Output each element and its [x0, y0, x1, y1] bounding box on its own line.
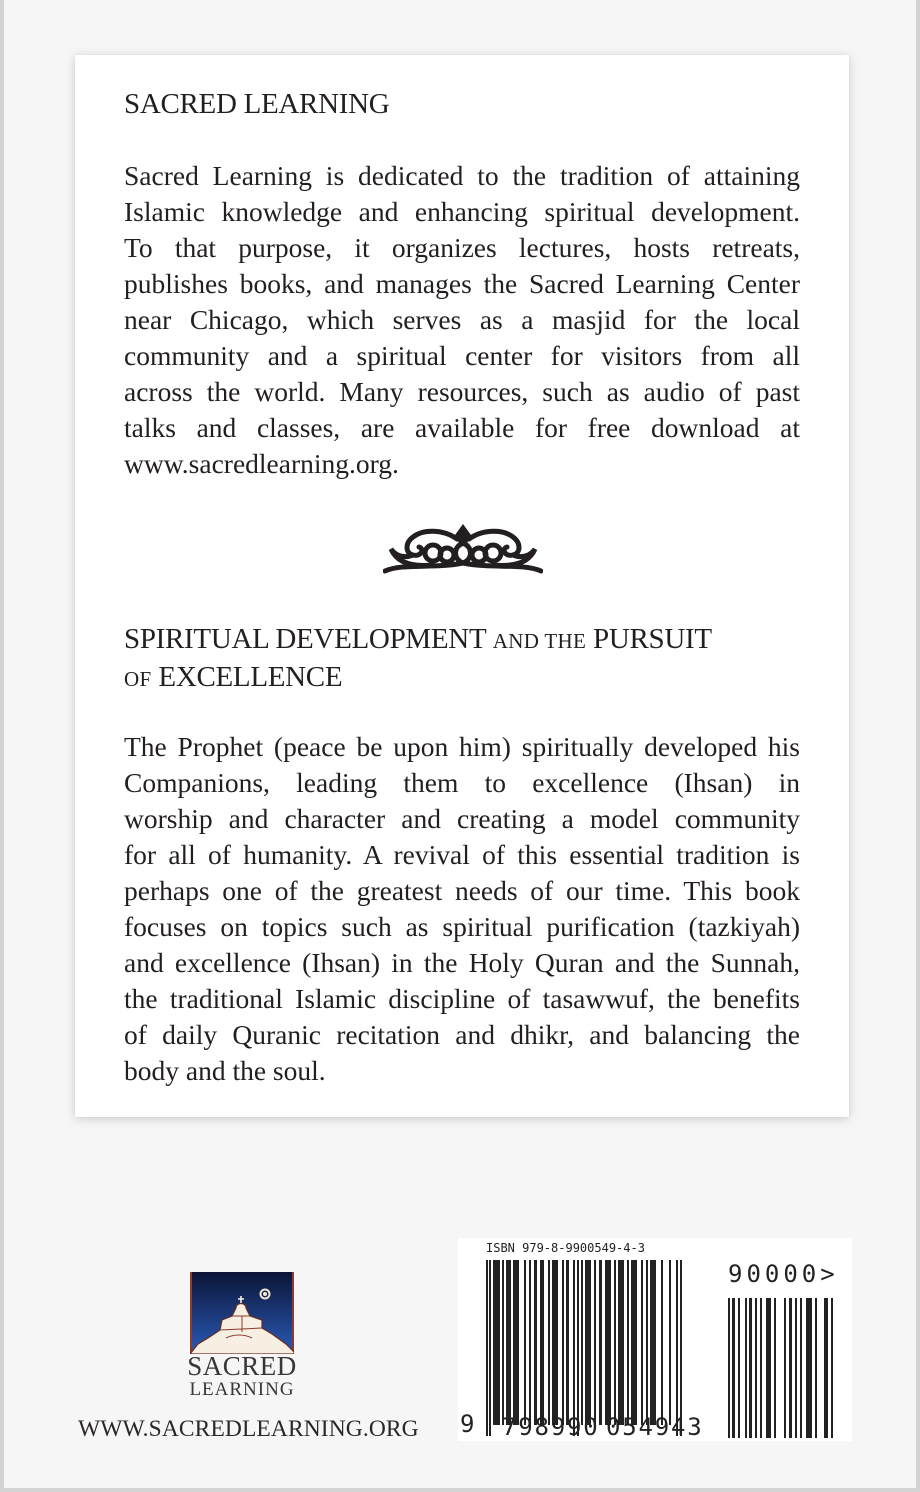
isbn-label: ISBN 979-8-9900549-4-3: [486, 1241, 645, 1255]
about-line: community and a spiritual center for visitors from all: [124, 340, 800, 371]
about-line: Sacred Learning is dedicated to the tradition of attaining: [124, 160, 800, 191]
website-url: WWW.SACREDLEARNING.ORG: [78, 1416, 419, 1442]
description-line: The Prophet (peace be upon him) spiritually developed his: [124, 731, 800, 762]
isbn-barcode: [458, 1238, 852, 1441]
description-line: body and the soul.: [124, 1055, 326, 1086]
description-line: perhaps one of the greatest needs of our time. This book: [124, 875, 800, 906]
about-title: SACRED LEARNING: [124, 88, 390, 120]
about-paragraph: [124, 158, 800, 482]
about-line: To that purpose, it organizes lectures, hosts retreats,: [124, 232, 800, 263]
about-line: across the world. Many resources, such as audio of past: [124, 376, 800, 407]
book-title-part: PURSUIT: [593, 623, 712, 655]
barcode-digits-left: 798990: [502, 1413, 600, 1441]
about-line: talks and classes, are available for free download at: [124, 412, 800, 443]
arabesque-ornament-icon: [383, 523, 543, 575]
sacred-learning-logo: [184, 1270, 300, 1402]
description-line: focuses on topics such as spiritual purification (tazkiyah): [124, 911, 800, 942]
description-line: for all of humanity. A revival of this essential tradition is: [124, 839, 800, 870]
mosque-on-hill-logo-icon: [190, 1272, 294, 1354]
about-line: www.sacredlearning.org.: [124, 448, 399, 479]
logo-wordmark-sacred: SACRED: [187, 1351, 297, 1381]
description-line: Companions, leading them to excellence (Ihsan) in: [124, 767, 800, 798]
description-line: of daily Quranic recitation and dhikr, and balancing the: [124, 1019, 800, 1050]
barcode-lead-digit: 9: [460, 1410, 475, 1438]
description-line: worship and character and creating a model community: [124, 803, 800, 834]
book-description: [124, 729, 800, 1089]
about-line: publishes books, and manages the Sacred Learning Center: [124, 268, 800, 299]
back-cover-text-panel: [75, 55, 849, 1117]
barcode-digits-right: 054943: [606, 1413, 704, 1441]
price-addon-label: 90000>: [728, 1260, 839, 1288]
about-line: near Chicago, which serves as a masjid for the local: [124, 304, 800, 335]
barcode-bars-icon: [458, 1238, 852, 1441]
book-title-part: OF: [124, 667, 152, 691]
about-line: Islamic knowledge and enhancing spiritual development.: [124, 196, 800, 227]
logo-wordmark-learning: LEARNING: [189, 1379, 295, 1400]
description-line: and excellence (Ihsan) in the Holy Quran and the Sunnah,: [124, 947, 800, 978]
book-title-part: AND THE: [492, 629, 587, 653]
book-title: [124, 621, 712, 697]
book-title-part: EXCELLENCE: [158, 661, 343, 693]
description-line: the traditional Islamic discipline of tasawwuf, the benefits: [124, 983, 800, 1014]
book-title-part: SPIRITUAL DEVELOPMENT: [124, 623, 486, 655]
